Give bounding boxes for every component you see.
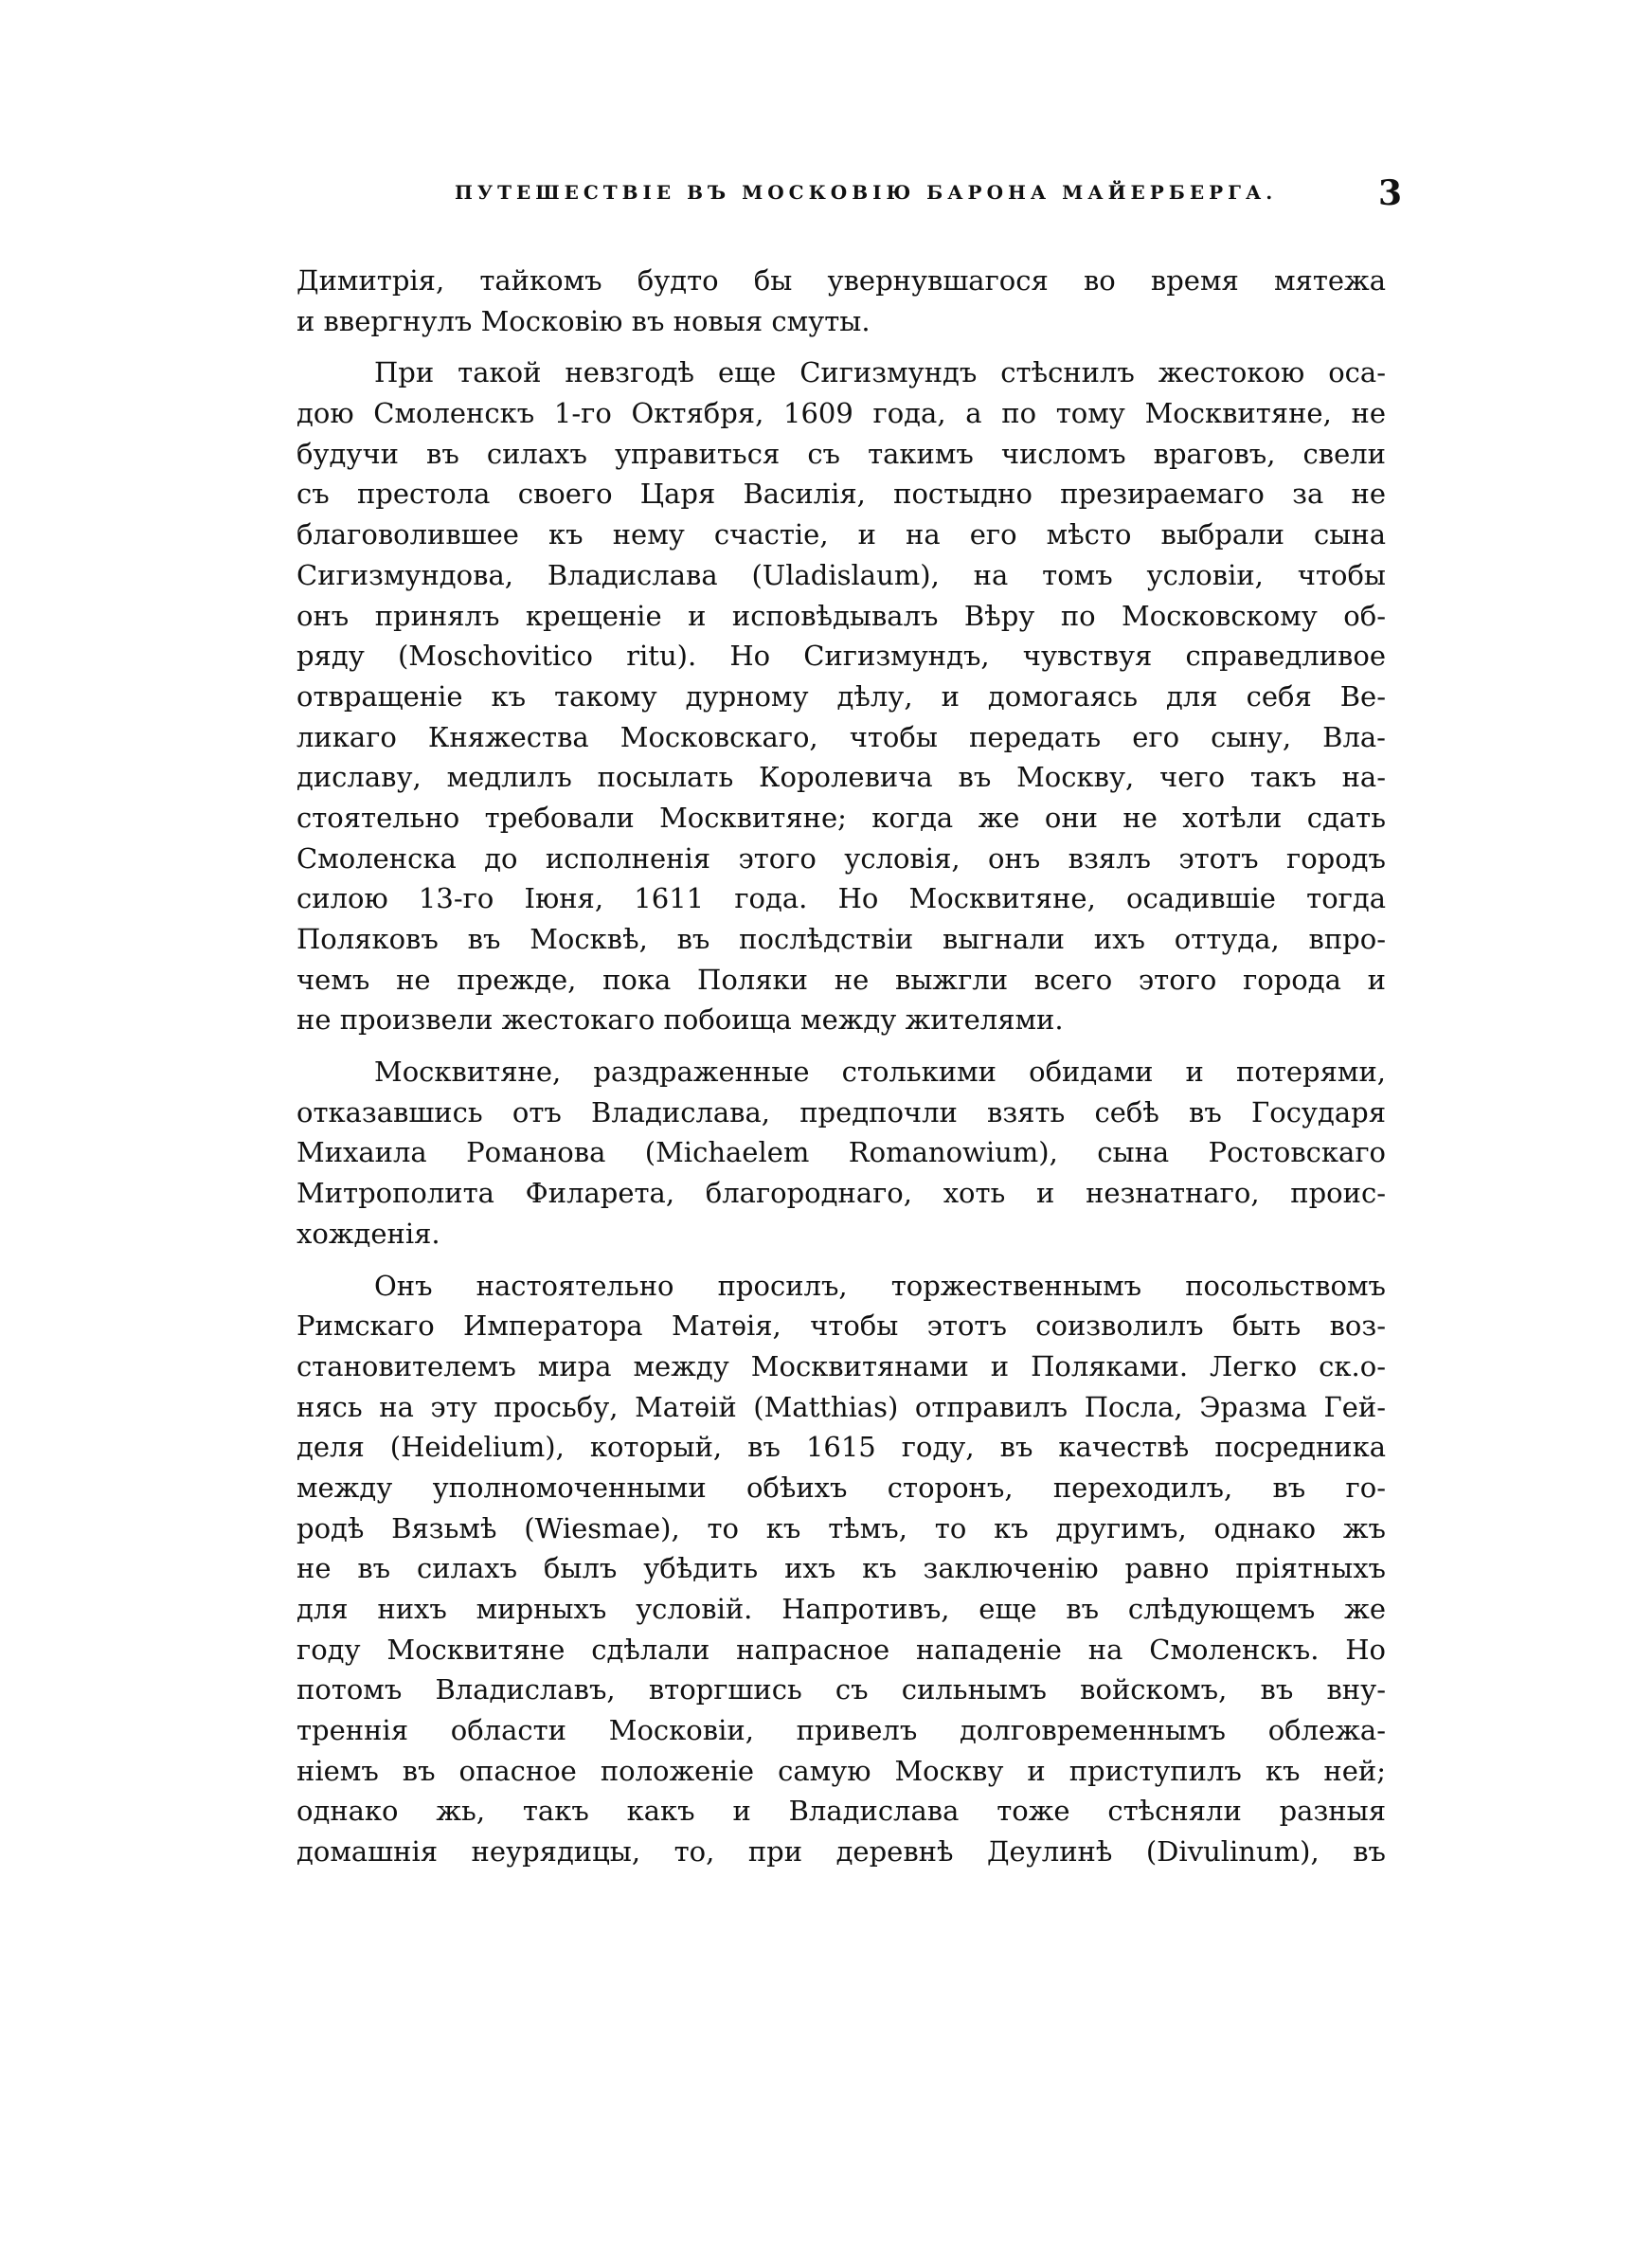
text-line: Смоленска до исполненія этого условія, онъ взялъ этотъ городъ [296, 841, 1386, 875]
text-line: стоятельно требовали Москвитяне; когда же они не хотѣли сдать [296, 801, 1386, 834]
text-line: Митрополита Филарета, благороднаго, хоть и незнатнаго, проис- [296, 1177, 1386, 1210]
text-line: Димитрія, тайкомъ будто бы увернувшагося во время мятежа [296, 264, 1386, 297]
page-number: 3 [1377, 173, 1402, 213]
running-head [284, 173, 1402, 221]
text-line: родѣ Вязьмѣ (Wiesmae), то къ тѣмъ, то къ другимъ, однако жъ [296, 1511, 1386, 1544]
text-line: для нихъ мирныхъ условій. Напротивъ, еще въ слѣдующемъ же [296, 1593, 1386, 1625]
running-title: ПУТЕШЕСТВІЕ ВЪ МОСКОВІЮ БАРОНА МАЙЕРБЕРГА. [455, 181, 1278, 204]
text-line: дою Смоленскъ 1-го Октября, 1609 года, а по тому Москвитяне, не [296, 397, 1386, 430]
text-line: Поляковъ въ Москвѣ, въ послѣдствіи выгнали ихъ оттуда, впро- [296, 923, 1386, 955]
text-line: ніемъ въ опасное положеніе самую Москву и приступилъ къ ней; [296, 1754, 1386, 1787]
text-line: благоволившее къ нему счастіе, и на его мѣсто выбрали сына [296, 518, 1386, 551]
text-line: силою 13-го Іюня, 1611 года. Но Москвитяне, осадившіе тогда [296, 882, 1386, 915]
text-line: отвращеніе къ такому дурному дѣлу, и домогаясь для себя Ве- [296, 679, 1386, 713]
text-line: не произвели жестокаго побоища между жителями. [296, 1003, 1064, 1037]
text-line: деля (Heidelium), который, въ 1615 году, въ качествѣ посредника [296, 1431, 1386, 1464]
text-line: онъ принялъ крещеніе и исповѣдывалъ Вѣру по Московскому об- [296, 599, 1386, 632]
text-line: отказавшись отъ Владислава, предпочли взять себѣ въ Государя [296, 1095, 1386, 1128]
text-line: Михаила Романова (Michaelem Romanowium), сына Ростовскаго [296, 1136, 1386, 1169]
text-line: домашнія неурядицы, то, при деревнѣ Деулинѣ (Divulinum), въ [296, 1835, 1386, 1869]
text-line: не въ силахъ былъ убѣдить ихъ къ заключенію равно пріятныхъ [296, 1552, 1386, 1585]
text-line: будучи въ силахъ управиться съ такимъ числомъ враговъ, свели [296, 437, 1386, 470]
text-line: хожденія. [296, 1217, 440, 1250]
text-line: Римскаго Императора Матѳія, чтобы этотъ соизволилъ быть воз- [296, 1309, 1386, 1343]
text-line: нясь на эту просьбу, Матѳій (Matthias) отправилъ Посла, Эразма Гей- [296, 1390, 1386, 1423]
text-line: ряду (Moschovitico ritu). Но Сигизмундъ, чувствуя справедливое [296, 640, 1386, 673]
text-line: однако жь, такъ какъ и Владислава тоже стѣсняли разныя [296, 1795, 1386, 1828]
text-line: году Москвитяне сдѣлали напрасное нападеніе на Смоленскъ. Но [296, 1633, 1386, 1666]
text-line: чемъ не прежде, пока Поляки не выжгли всего этого города и [296, 963, 1386, 996]
text-line: и ввергнулъ Московію въ новыя смуты. [296, 304, 871, 337]
text-line: Сигизмундова, Владислава (Uladislaum), на томъ условіи, чтобы [296, 558, 1386, 591]
text-line: При такой невзгодѣ еще Сигизмундъ стѣснилъ жестокою оса- [374, 356, 1386, 389]
text-line: Москвитяне, раздраженные столькими обидами и потерями, [374, 1056, 1386, 1089]
text-line: потомъ Владиславъ, вторгшись съ сильнымъ войскомъ, въ вну- [296, 1673, 1386, 1706]
body-text [296, 261, 1386, 1872]
text-line: съ престола своего Царя Василія, постыдно презираемаго за не [296, 478, 1386, 511]
text-line: становителемъ мира между Москвитянами и Поляками. Легко ск.о- [296, 1349, 1386, 1382]
text-line: диславу, медлилъ посылать Королевича въ Москву, чего такъ на- [296, 761, 1386, 794]
text-line: ликаго Княжества Московскаго, чтобы передать его сыну, Вла- [296, 720, 1386, 753]
text-line: между уполномоченными обѣихъ сторонъ, переходилъ, въ го- [296, 1471, 1386, 1504]
text-line: треннія области Московіи, привелъ долговременнымъ облежа- [296, 1714, 1386, 1747]
text-line: Онъ настоятельно просилъ, торжественнымъ посольствомъ [374, 1269, 1386, 1302]
